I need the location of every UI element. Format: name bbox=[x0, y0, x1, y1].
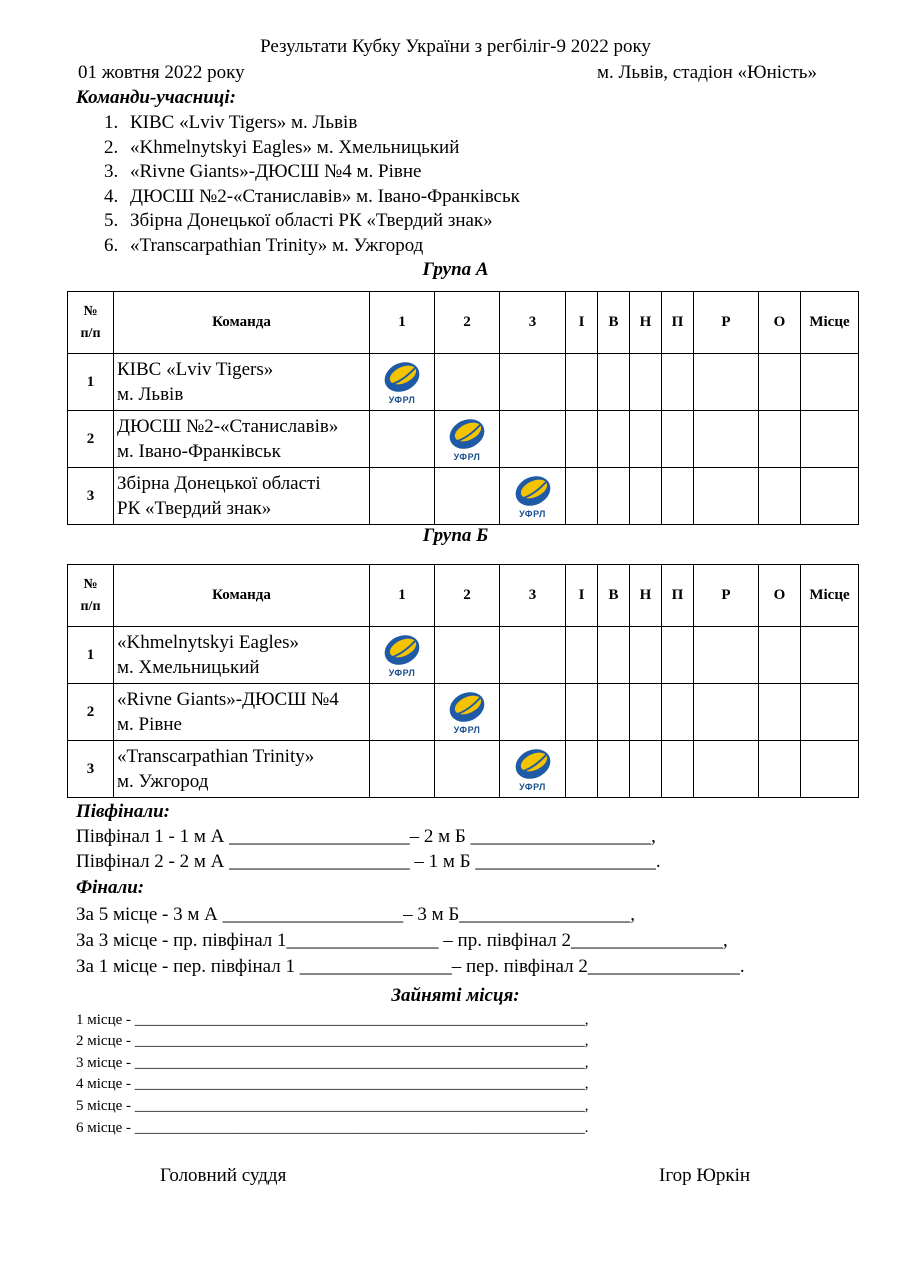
stat-cell bbox=[759, 627, 801, 684]
header-wins: В bbox=[598, 565, 630, 627]
team-number: 6. bbox=[104, 234, 119, 256]
team-name: КІВС «Lviv Tigers» м. Львів bbox=[130, 112, 358, 133]
table-row bbox=[68, 627, 859, 684]
chief-referee-label: Головний суддя bbox=[160, 1165, 287, 1186]
team-list-item bbox=[104, 136, 520, 161]
score-cell bbox=[435, 741, 500, 798]
header-col-1: 1 bbox=[370, 565, 435, 627]
row-number: 1 bbox=[68, 354, 114, 411]
row-number: 1 bbox=[68, 627, 114, 684]
stat-cell bbox=[598, 684, 630, 741]
team-number: 2. bbox=[104, 136, 119, 158]
score-cell bbox=[435, 354, 500, 411]
ufrl-logo bbox=[513, 474, 553, 519]
stat-cell bbox=[662, 411, 694, 468]
teams-list bbox=[104, 111, 520, 258]
score-cell bbox=[500, 627, 566, 684]
score-cell bbox=[370, 741, 435, 798]
row-number: 3 bbox=[68, 741, 114, 798]
score-cell bbox=[370, 684, 435, 741]
stat-cell bbox=[694, 627, 759, 684]
stat-cell bbox=[662, 354, 694, 411]
stat-cell bbox=[694, 684, 759, 741]
team-list-item bbox=[104, 209, 520, 234]
semifinal-line: Півфінал 2 - 2 м А ___________________ – 1 м Б ___________________. bbox=[76, 851, 661, 872]
team-number: 1. bbox=[104, 112, 119, 133]
logo-label: УФРЛ bbox=[388, 394, 416, 405]
place-line: 3 місце - ____________________________________________________________, bbox=[76, 1055, 589, 1071]
score-cell bbox=[435, 411, 500, 468]
stat-cell bbox=[694, 468, 759, 525]
stat-cell bbox=[598, 741, 630, 798]
event-date: 01 жовтня 2022 року bbox=[78, 62, 245, 83]
header-diff: Р bbox=[694, 292, 759, 354]
score-cell bbox=[500, 468, 566, 525]
stat-cell bbox=[566, 354, 598, 411]
header-losses: П bbox=[662, 292, 694, 354]
team-number: 3. bbox=[104, 161, 119, 182]
stat-cell bbox=[694, 741, 759, 798]
stat-cell bbox=[598, 468, 630, 525]
stat-cell bbox=[630, 411, 662, 468]
header-points: О bbox=[759, 565, 801, 627]
team-name: ДЮСШ №2-«Станиславів» м. Івано-Франківськ bbox=[130, 185, 520, 207]
place-line: 6 місце - ____________________________________________________________. bbox=[76, 1120, 589, 1136]
header-num: № п/п bbox=[68, 292, 114, 354]
finals-heading: Фінали: bbox=[76, 877, 145, 898]
team-cell: «Khmelnytskyi Eagles» м. Хмельницький bbox=[114, 627, 370, 684]
header-col-2: 2 bbox=[435, 292, 500, 354]
group-b-table bbox=[67, 564, 859, 798]
stat-cell bbox=[630, 354, 662, 411]
stat-cell bbox=[694, 411, 759, 468]
group-b-title: Група Б bbox=[422, 525, 489, 546]
score-cell bbox=[435, 684, 500, 741]
team-number: 4. bbox=[104, 185, 119, 207]
header-diff: Р bbox=[694, 565, 759, 627]
header-games: І bbox=[566, 565, 598, 627]
score-cell bbox=[435, 468, 500, 525]
group-a-title: Група А bbox=[422, 259, 489, 280]
score-cell bbox=[500, 741, 566, 798]
table-row bbox=[68, 411, 859, 468]
header-col-1: 1 bbox=[370, 292, 435, 354]
place-line: 1 місце - ____________________________________________________________, bbox=[76, 1012, 589, 1028]
final-line: За 5 місце - 3 м А ___________________– 3 м Б__________________, bbox=[76, 904, 636, 925]
chief-referee-name: Ігор Юркін bbox=[659, 1165, 751, 1186]
score-cell bbox=[500, 684, 566, 741]
header-col-2: 2 bbox=[435, 565, 500, 627]
team-number: 5. bbox=[104, 210, 119, 231]
row-number: 2 bbox=[68, 411, 114, 468]
team-cell: «Rivne Giants»-ДЮСШ №4 м. Рівне bbox=[114, 684, 370, 741]
rugby-ball-icon bbox=[447, 417, 487, 451]
stat-cell bbox=[566, 468, 598, 525]
header-num: № п/п bbox=[68, 565, 114, 627]
score-cell bbox=[500, 411, 566, 468]
score-cell bbox=[370, 354, 435, 411]
stat-cell bbox=[662, 468, 694, 525]
stat-cell bbox=[694, 354, 759, 411]
table-header-row bbox=[68, 292, 859, 354]
stat-cell bbox=[759, 741, 801, 798]
places-heading: Зайняті місця: bbox=[391, 985, 520, 1006]
team-name: «Khmelnytskyi Eagles» м. Хмельницький bbox=[130, 136, 460, 158]
stat-cell bbox=[630, 684, 662, 741]
score-cell bbox=[370, 468, 435, 525]
stat-cell bbox=[598, 411, 630, 468]
header-draws: Н bbox=[630, 565, 662, 627]
team-list-item bbox=[104, 160, 520, 185]
logo-label: УФРЛ bbox=[453, 451, 481, 462]
rugby-ball-icon bbox=[447, 690, 487, 724]
table-row bbox=[68, 741, 859, 798]
stat-cell bbox=[630, 468, 662, 525]
header-team: Команда bbox=[114, 565, 370, 627]
team-list-item bbox=[104, 234, 520, 259]
header-place: Місце bbox=[801, 292, 859, 354]
row-number: 2 bbox=[68, 684, 114, 741]
header-col-3: 3 bbox=[500, 292, 566, 354]
place-line: 4 місце - ____________________________________________________________, bbox=[76, 1076, 589, 1092]
team-name: «Transcarpathian Trinity» м. Ужгород bbox=[130, 234, 424, 256]
score-cell bbox=[500, 354, 566, 411]
ufrl-logo bbox=[447, 690, 487, 735]
rugby-ball-icon bbox=[382, 360, 422, 394]
team-cell: «Transcarpathian Trinity» м. Ужгород bbox=[114, 741, 370, 798]
document-title: Результати Кубку України з регбіліг-9 2022 року bbox=[260, 36, 651, 57]
stat-cell bbox=[801, 741, 859, 798]
place-line: 2 місце - ____________________________________________________________, bbox=[76, 1033, 589, 1049]
stat-cell bbox=[566, 411, 598, 468]
stat-cell bbox=[759, 468, 801, 525]
stat-cell bbox=[801, 627, 859, 684]
teams-heading: Команди-учасниці: bbox=[76, 87, 236, 108]
event-venue: м. Львів, стадіон «Юність» bbox=[597, 62, 817, 83]
stat-cell bbox=[801, 468, 859, 525]
logo-label: УФРЛ bbox=[388, 667, 416, 678]
team-cell: Збірна Донецької області РК «Твердий знак» bbox=[114, 468, 370, 525]
stat-cell bbox=[598, 627, 630, 684]
final-line: За 3 місце - пр. півфінал 1________________ – пр. півфінал 2________________, bbox=[76, 930, 728, 951]
header-wins: В bbox=[598, 292, 630, 354]
stat-cell bbox=[759, 684, 801, 741]
final-line: За 1 місце - пер. півфінал 1 ________________– пер. півфінал 2________________. bbox=[76, 956, 745, 977]
rugby-ball-icon bbox=[513, 474, 553, 508]
rugby-ball-icon bbox=[513, 747, 553, 781]
semifinal-line: Півфінал 1 - 1 м А ___________________– 2 м Б ___________________, bbox=[76, 826, 656, 847]
logo-label: УФРЛ bbox=[519, 781, 546, 792]
stat-cell bbox=[630, 627, 662, 684]
score-cell bbox=[370, 411, 435, 468]
stat-cell bbox=[759, 354, 801, 411]
team-cell: КІВС «Lviv Tigers» м. Львів bbox=[114, 354, 370, 411]
stat-cell bbox=[566, 741, 598, 798]
stat-cell bbox=[566, 627, 598, 684]
score-cell bbox=[435, 627, 500, 684]
header-col-3: 3 bbox=[500, 565, 566, 627]
ufrl-logo bbox=[513, 747, 553, 792]
stat-cell bbox=[662, 627, 694, 684]
header-place: Місце bbox=[801, 565, 859, 627]
row-number: 3 bbox=[68, 468, 114, 525]
table-row bbox=[68, 354, 859, 411]
header-draws: Н bbox=[630, 292, 662, 354]
rugby-ball-icon bbox=[382, 633, 422, 667]
place-line: 5 місце - ____________________________________________________________, bbox=[76, 1098, 589, 1114]
stat-cell bbox=[662, 684, 694, 741]
table-row bbox=[68, 468, 859, 525]
ufrl-logo bbox=[382, 360, 422, 405]
stat-cell bbox=[598, 354, 630, 411]
stat-cell bbox=[801, 354, 859, 411]
header-points: О bbox=[759, 292, 801, 354]
stat-cell bbox=[801, 684, 859, 741]
header-team: Команда bbox=[114, 292, 370, 354]
stat-cell bbox=[759, 411, 801, 468]
stat-cell bbox=[801, 411, 859, 468]
team-list-item bbox=[104, 185, 520, 210]
team-list-item bbox=[104, 111, 520, 136]
group-a-table bbox=[67, 291, 859, 525]
ufrl-logo bbox=[382, 633, 422, 678]
team-cell: ДЮСШ №2-«Станиславів» м. Івано-Франківськ bbox=[114, 411, 370, 468]
stat-cell bbox=[662, 741, 694, 798]
score-cell bbox=[370, 627, 435, 684]
ufrl-logo bbox=[447, 417, 487, 462]
semifinals-heading: Півфінали: bbox=[76, 801, 170, 822]
logo-label: УФРЛ bbox=[519, 508, 546, 519]
table-row bbox=[68, 684, 859, 741]
logo-label: УФРЛ bbox=[453, 724, 481, 735]
table-header-row bbox=[68, 565, 859, 627]
team-name: Збірна Донецької області РК «Твердий знак» bbox=[130, 210, 493, 231]
team-name: «Rivne Giants»-ДЮСШ №4 м. Рівне bbox=[130, 161, 422, 182]
stat-cell bbox=[566, 684, 598, 741]
stat-cell bbox=[630, 741, 662, 798]
header-games: І bbox=[566, 292, 598, 354]
header-losses: П bbox=[662, 565, 694, 627]
